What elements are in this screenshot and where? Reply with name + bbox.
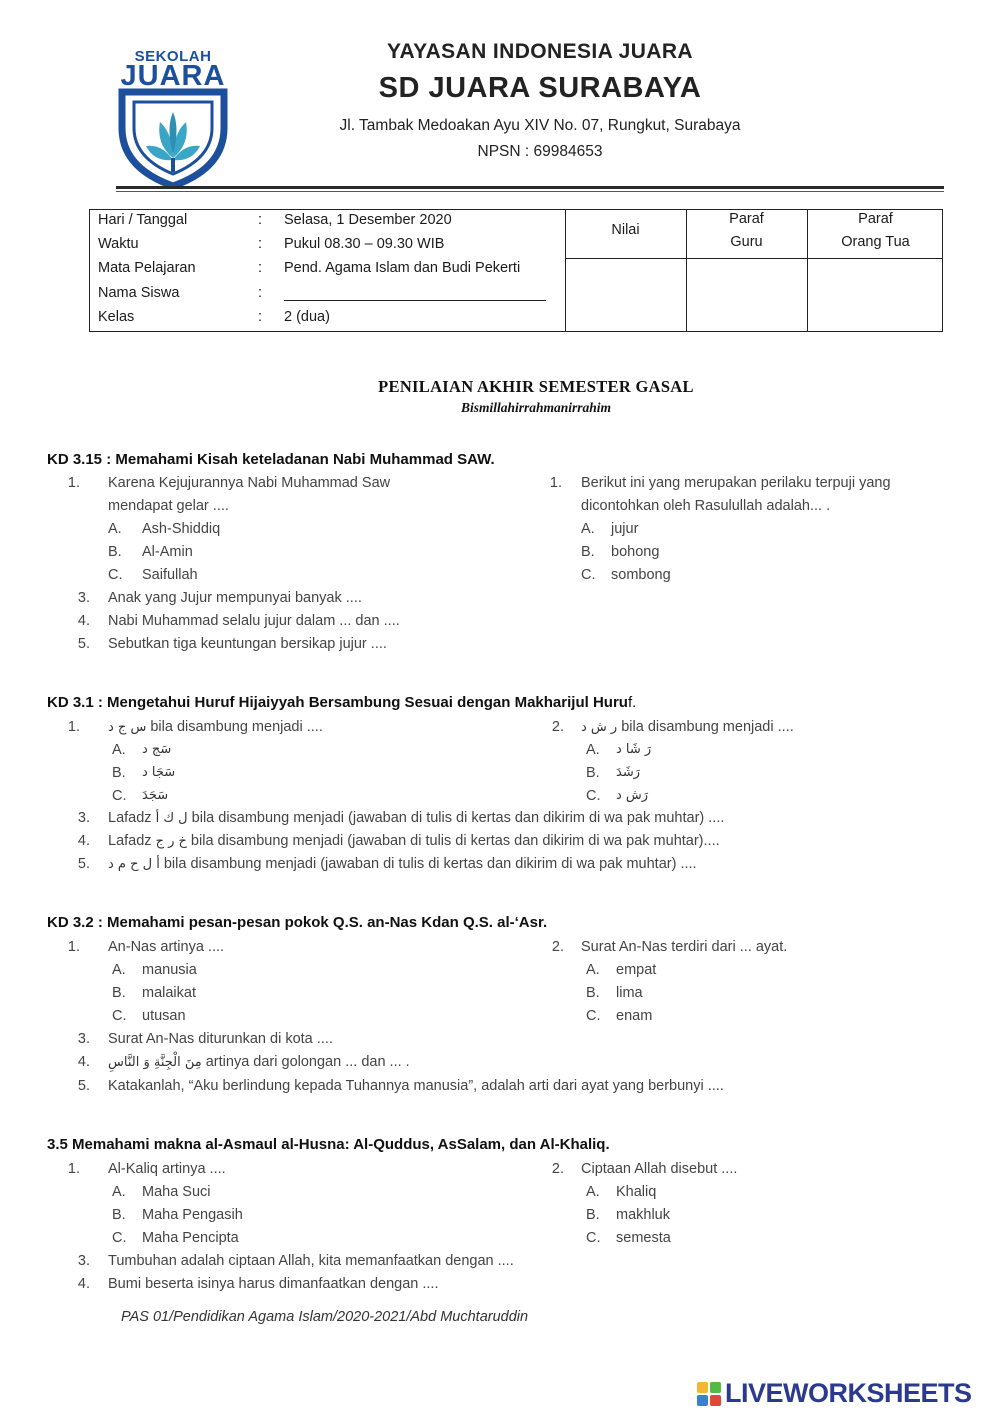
option-letter: A. — [586, 962, 600, 978]
option-text: makhluk — [616, 1207, 670, 1223]
question-text-continued: dicontohkan oleh Rasulullah adalah... . — [581, 498, 831, 514]
option-text: empat — [616, 962, 657, 978]
question-number: 1. — [549, 475, 562, 491]
exam-title: PENILAIAN AKHIR SEMESTER GASAL — [378, 377, 694, 396]
question-number: 1. — [67, 1161, 80, 1177]
option-text: سَجَا د — [142, 765, 176, 780]
option-letter: B. — [586, 765, 600, 781]
question-number: 1. — [67, 475, 80, 491]
question-text: Al-Kaliq artinya .... — [108, 1161, 226, 1177]
option-text: Saifullah — [142, 567, 198, 583]
option-letter: A. — [112, 1184, 126, 1200]
question-number: 4. — [77, 1054, 90, 1070]
question-number: 3. — [77, 810, 90, 826]
page-footer: PAS 01/Pendidikan Agama Islam/2020-2021/Abd Muchtaruddin — [121, 1309, 529, 1325]
arabic-letters: ر ش د — [581, 720, 618, 735]
shield-leaf-icon — [116, 88, 230, 188]
paraf-ortu-label-2: Orang Tua — [841, 234, 910, 250]
paraf-guru-label-2: Guru — [730, 234, 763, 250]
info-colon: : — [258, 260, 263, 276]
question-number: 2. — [551, 1161, 564, 1177]
school-address: Jl. Tambak Medoakan Ayu XIV No. 07, Rungkut, Surabaya — [339, 117, 741, 134]
option-letter: A. — [112, 962, 126, 978]
question-text: Nabi Muhammad selalu jujur dalam ... dan .... — [108, 613, 400, 629]
question-text-continued: mendapat gelar .... — [108, 498, 229, 514]
option-letter: A. — [581, 521, 595, 537]
info-value-class: 2 (dua) — [284, 309, 330, 325]
option-letter: B. — [581, 544, 595, 560]
info-label: Mata Pelajaran — [98, 260, 196, 276]
question-text: Surat An-Nas terdiri dari ... ayat. — [581, 939, 788, 955]
question-number: 3. — [77, 1253, 90, 1269]
arabic-letters: خ ر ج — [155, 834, 187, 849]
option-letter: A. — [586, 1184, 600, 1200]
info-label: Nama Siswa — [98, 285, 180, 301]
school-name: SD JUARA SURABAYA — [378, 72, 702, 104]
info-divider-horizontal — [565, 258, 942, 259]
question-number: 3. — [77, 590, 90, 606]
info-colon: : — [258, 309, 263, 325]
option-letter: A. — [586, 742, 600, 758]
question-text: Tumbuhan adalah ciptaan Allah, kita memanfaatkan dengan .... — [108, 1253, 514, 1269]
option-letter: B. — [586, 985, 600, 1001]
option-text: رَش د — [616, 788, 649, 803]
logo-text-juara: JUARA — [120, 60, 226, 92]
option-letter: C. — [112, 1230, 127, 1246]
section-heading-kd315: KD 3.15 : Memahami Kisah keteladanan Nabi Muhammad SAW. — [47, 451, 495, 468]
question-text: Sebutkan tiga keuntungan bersikap jujur .... — [108, 636, 387, 652]
question-number: 4. — [77, 613, 90, 629]
question-text: artinya dari golongan ... dan ... . — [201, 1054, 410, 1070]
info-colon: : — [258, 212, 263, 228]
option-text: manusia — [142, 962, 197, 978]
paraf-ortu-label-1: Paraf — [858, 211, 893, 227]
question-text: An-Nas artinya .... — [108, 939, 225, 955]
option-letter: C. — [581, 567, 596, 583]
arabic-letters: س ج د — [108, 720, 147, 735]
option-letter: B. — [112, 985, 126, 1001]
school-npsn: NPSN : 69984653 — [477, 143, 603, 160]
option-text: sombong — [611, 567, 671, 583]
header-divider-thick — [116, 186, 944, 189]
info-value-subject: Pend. Agama Islam dan Budi Pekerti — [284, 260, 521, 276]
question-text: Katakanlah, “Aku berlindung kepada Tuhannya manusia”, adalah arti dari ayat yang berbunyi .... — [108, 1078, 724, 1094]
student-info-box — [89, 209, 943, 332]
school-logo — [112, 48, 234, 188]
paraf-guru-label-1: Paraf — [729, 211, 764, 227]
option-text: Khaliq — [616, 1184, 657, 1200]
option-text: Al-Amin — [142, 544, 193, 560]
question-prefix: Lafadz — [108, 833, 156, 849]
question-text: bila disambung menjadi .... — [146, 719, 323, 735]
option-letter: C. — [108, 567, 123, 583]
section-heading-35: 3.5 Memahami makna al-Asmaul al-Husna: Al-Quddus, AsSalam, dan Al-Khaliq. — [47, 1136, 610, 1153]
option-letter: B. — [108, 544, 122, 560]
question-prefix: Lafadz — [108, 810, 156, 826]
logo-text-sekolah: SEKOLAH — [134, 48, 212, 65]
info-label: Kelas — [98, 309, 135, 325]
exam-subtitle: Bismillahirrahmanirrahim — [460, 400, 612, 415]
foundation-name: YAYASAN INDONESIA JUARA — [386, 40, 693, 63]
option-text: bohong — [611, 544, 660, 560]
info-divider — [807, 210, 808, 331]
question-number: 1. — [67, 939, 80, 955]
option-letter: B. — [112, 1207, 126, 1223]
liveworksheets-icon — [697, 1382, 723, 1408]
option-letter: C. — [586, 788, 601, 804]
option-text: lima — [616, 985, 643, 1001]
arabic-letters: أ ل ح م د — [108, 857, 160, 872]
option-letter: C. — [112, 1008, 127, 1024]
option-text: رَ شَا د — [616, 742, 652, 757]
option-text: Maha Pencipta — [142, 1230, 239, 1246]
info-value-date: Selasa, 1 Desember 2020 — [284, 212, 452, 228]
question-number: 2. — [551, 719, 564, 735]
question-number: 1. — [67, 719, 80, 735]
section-heading-tail: f. — [627, 694, 637, 711]
question-text: Berikut ini yang merupakan perilaku terpuji yang — [581, 475, 891, 491]
section-heading-text: KD 3.1 : Mengetahui Huruf Hijaiyyah Bersambung Sesuai dengan Makharijul Huru — [47, 694, 628, 711]
question-number: 5. — [77, 1078, 90, 1094]
option-text: سَجَدَ — [142, 788, 169, 803]
option-text: Ash-Shiddiq — [142, 521, 221, 537]
info-value-time: Pukul 08.30 – 09.30 WIB — [284, 236, 445, 252]
option-text: رَشَدَ — [616, 765, 640, 780]
option-letter: A. — [112, 742, 126, 758]
option-letter: C. — [586, 1008, 601, 1024]
option-text: Maha Suci — [142, 1184, 211, 1200]
arabic-letters: ل ك أ — [155, 811, 188, 826]
option-text: malaikat — [142, 985, 196, 1001]
question-number: 5. — [77, 856, 90, 872]
question-text: bila disambung menjadi .... — [617, 719, 794, 735]
question-number: 4. — [77, 1276, 90, 1292]
question-text: Ciptaan Allah disebut .... — [581, 1161, 738, 1177]
info-label: Hari / Tanggal — [98, 212, 188, 228]
arabic-phrase: مِنَ الْجِنَّةِ وَ النَّاسِ — [108, 1055, 202, 1070]
question-text: bila disambung menjadi (jawaban di tulis di kertas dan dikirim di wa pak muhtar).... — [186, 833, 720, 849]
nilai-label: Nilai — [611, 222, 640, 238]
question-text: Surat An-Nas diturunkan di kota .... — [108, 1031, 333, 1047]
option-text: jujur — [611, 521, 639, 537]
option-text: سَج د — [142, 742, 172, 757]
question-number: 2. — [551, 939, 564, 955]
section-heading-kd32: KD 3.2 : Memahami pesan-pesan pokok Q.S. an-Nas Kdan Q.S. al-‘Asr. — [47, 914, 548, 931]
info-label: Waktu — [98, 236, 139, 252]
info-colon: : — [258, 285, 263, 301]
option-letter: A. — [108, 521, 122, 537]
option-letter: C. — [112, 788, 127, 804]
question-number: 5. — [77, 636, 90, 652]
question-text: bila disambung menjadi (jawaban di tulis di kertas dan dikirim di wa pak muhtar) .... — [159, 856, 697, 872]
question-text: Karena Kejujurannya Nabi Muhammad Saw — [108, 475, 391, 491]
section-heading-kd31 — [47, 694, 636, 711]
option-letter: C. — [586, 1230, 601, 1246]
student-name-field[interactable] — [284, 300, 546, 301]
option-letter: B. — [112, 765, 126, 781]
info-divider — [686, 210, 687, 331]
header-divider-thin — [116, 191, 944, 192]
info-colon: : — [258, 236, 263, 252]
option-text: Maha Pengasih — [142, 1207, 243, 1223]
option-letter: B. — [586, 1207, 600, 1223]
liveworksheets-text: LIVEWORKSHEETS — [725, 1378, 972, 1408]
option-text: enam — [616, 1008, 653, 1024]
question-text: bila disambung menjadi (jawaban di tulis di kertas dan dikirim di wa pak muhtar) .... — [187, 810, 725, 826]
option-text: semesta — [616, 1230, 671, 1246]
option-text: utusan — [142, 1008, 186, 1024]
question-number: 4. — [77, 833, 90, 849]
question-text: Anak yang Jujur mempunyai banyak .... — [108, 590, 362, 606]
question-number: 3. — [77, 1031, 90, 1047]
question-text: Bumi beserta isinya harus dimanfaatkan dengan .... — [108, 1276, 439, 1292]
